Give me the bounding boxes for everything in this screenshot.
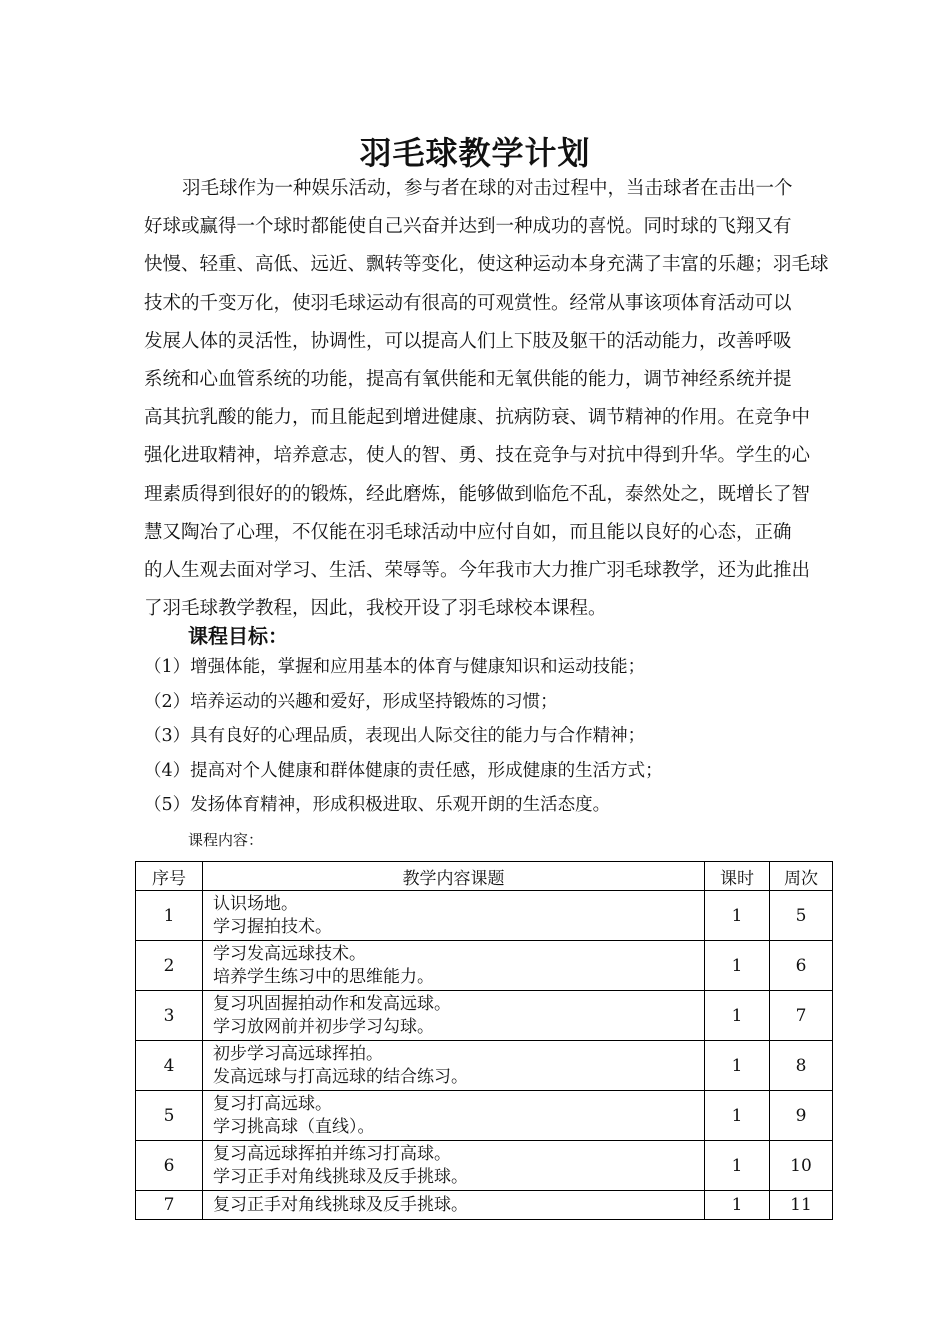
cell-week: 10 <box>770 1141 833 1191</box>
topic-line: 学习放网前并初步学习勾球。 <box>213 1016 434 1037</box>
intro-line: 技术的千变万化，使羽毛球运动有很高的可观赏性。经常从事该项体育活动可以 <box>144 292 792 314</box>
topic-line: 初步学习高远球挥拍。 <box>213 1043 383 1064</box>
cell-number: 3 <box>136 991 203 1041</box>
table-row <box>136 1041 833 1091</box>
intro-line: 高其抗乳酸的能力，而且能起到增进健康、抗病防衰、调节精神的作用。在竞争中 <box>144 407 811 429</box>
cell-hours: 1 <box>705 1091 770 1141</box>
cell-topic <box>203 1091 705 1141</box>
table-row <box>136 891 833 941</box>
cell-topic <box>203 891 705 941</box>
content-label: 课程内容： <box>188 831 264 849</box>
table-header-row <box>136 862 833 891</box>
cell-hours: 1 <box>705 1041 770 1091</box>
cell-topic <box>203 1041 705 1091</box>
cell-topic <box>203 1191 705 1220</box>
goal-item: （5）发扬体育精神，形成积极进取、乐观开朗的生活态度。 <box>144 795 611 815</box>
intro-line: 羽毛球作为一种娱乐活动，参与者在球的对击过程中，当击球者在击出一个 <box>182 178 793 199</box>
goal-item: （2）培养运动的兴趣和爱好，形成坚持锻炼的习惯； <box>144 691 558 712</box>
header-hours: 课时 <box>705 862 770 891</box>
cell-number: 5 <box>136 1091 203 1141</box>
cell-topic <box>203 991 705 1041</box>
goals-list <box>144 650 824 823</box>
intro-line: 强化进取精神，培养意志，使人的智、勇、技在竞争与对抗中得到升华。学生的心 <box>144 445 811 467</box>
intro-paragraph <box>144 170 829 628</box>
topic-line: 复习打高远球。 <box>213 1093 332 1114</box>
intro-line: 的人生观去面对学习、生活、荣辱等。今年我市大力推广羽毛球教学，还为此推出 <box>144 560 811 582</box>
topic-line: 学习握拍技术。 <box>213 916 332 937</box>
intro-line: 好球或赢得一个球时都能使自己兴奋并达到一种成功的喜悦。同时球的飞翔又有 <box>144 216 792 238</box>
intro-line: 系统和心血管系统的功能，提高有氧供能和无氧供能的能力，调节神经系统并提 <box>144 369 792 391</box>
goal-item: （3）具有良好的心理品质，表现出人际交往的能力与合作精神； <box>144 726 646 746</box>
cell-number: 2 <box>136 941 203 991</box>
header-week: 周次 <box>770 862 833 891</box>
intro-line: 发展人体的灵活性，协调性，可以提高人们上下肢及躯干的活动能力，改善呼吸 <box>144 330 792 352</box>
cell-number: 4 <box>136 1041 203 1091</box>
cell-hours: 1 <box>705 891 770 941</box>
cell-number: 6 <box>136 1141 203 1191</box>
intro-line: 理素质得到很好的的锻炼，经此磨炼，能够做到临危不乱，泰然处之，既增长了智 <box>144 483 811 505</box>
goal-item: （4）提高对个人健康和群体健康的责任感，形成健康的生活方式； <box>144 760 663 781</box>
goals-heading: 课程目标： <box>188 624 288 648</box>
topic-line: 学习正手对角线挑球及反手挑球。 <box>213 1166 468 1187</box>
goal-item: （1）增强体能，掌握和应用基本的体育与健康知识和运动技能； <box>144 657 646 677</box>
cell-hours: 1 <box>705 991 770 1041</box>
intro-line: 慧又陶冶了心理，不仅能在羽毛球活动中应付自如，而且能以良好的心态，正确 <box>144 521 792 543</box>
document-title: 羽毛球教学计划 <box>359 134 591 172</box>
topic-line: 复习巩固握拍动作和发高远球。 <box>213 993 451 1014</box>
cell-hours: 1 <box>705 1141 770 1191</box>
table-row <box>136 1091 833 1141</box>
cell-number: 7 <box>136 1191 203 1220</box>
cell-hours: 1 <box>705 1191 770 1220</box>
table-row <box>136 1141 833 1191</box>
table-row <box>136 1191 833 1220</box>
cell-topic <box>203 941 705 991</box>
intro-line: 快慢、轻重、高低、远近、飘转等变化，使这种运动本身充满了丰富的乐趣；羽毛球 <box>144 254 829 276</box>
topic-line: 复习正手对角线挑球及反手挑球。 <box>213 1194 468 1215</box>
table-row <box>136 941 833 991</box>
cell-hours: 1 <box>705 941 770 991</box>
cell-topic <box>203 1141 705 1191</box>
lessons-table <box>135 861 833 1220</box>
intro-line: 了羽毛球教学教程，因此，我校开设了羽毛球校本课程。 <box>144 598 607 620</box>
header-number: 序号 <box>136 862 203 891</box>
topic-line: 学习发高远球技术。 <box>213 943 366 964</box>
header-topic: 教学内容课题 <box>203 862 705 891</box>
cell-week: 6 <box>770 941 833 991</box>
cell-week: 8 <box>770 1041 833 1091</box>
table-row <box>136 991 833 1041</box>
cell-week: 11 <box>770 1191 833 1220</box>
topic-line: 认识场地。 <box>213 893 298 914</box>
cell-week: 9 <box>770 1091 833 1141</box>
cell-week: 5 <box>770 891 833 941</box>
cell-week: 7 <box>770 991 833 1041</box>
topic-line: 培养学生练习中的思维能力。 <box>213 966 434 987</box>
cell-number: 1 <box>136 891 203 941</box>
topic-line: 学习挑高球（直线）。 <box>213 1116 375 1137</box>
topic-line: 复习高远球挥拍并练习打高球。 <box>213 1143 451 1164</box>
topic-line: 发高远球与打高远球的结合练习。 <box>213 1066 468 1087</box>
